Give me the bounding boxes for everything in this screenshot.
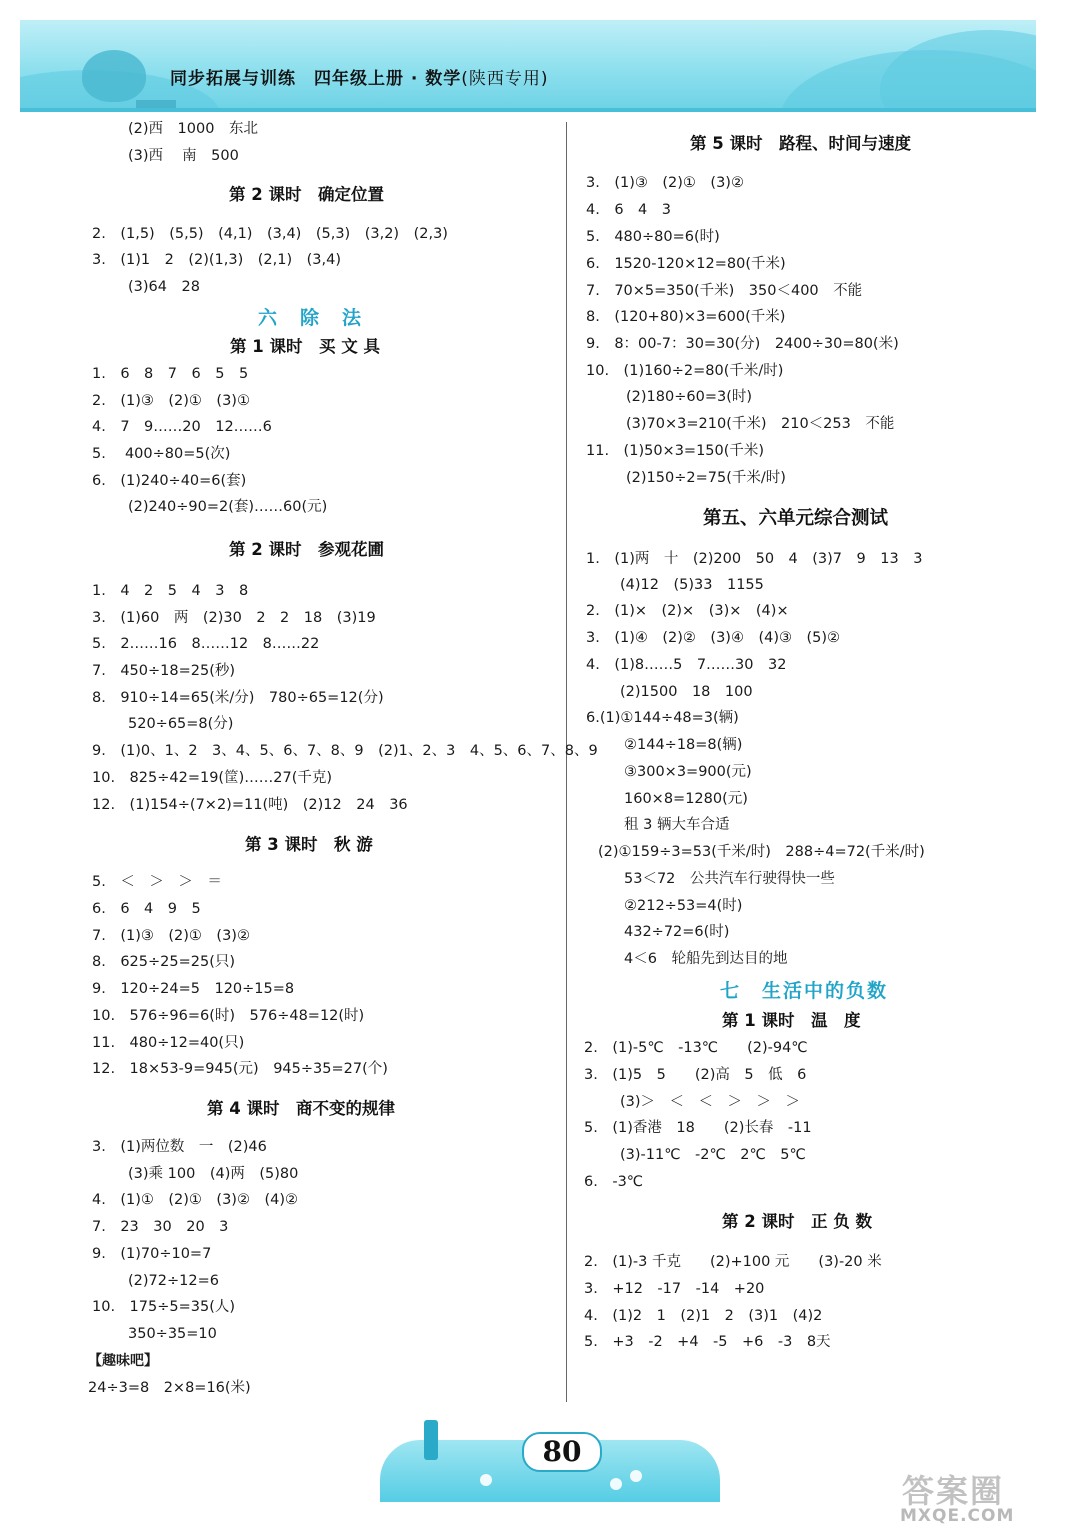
answer-line: 1. 4 2 5 4 3 8	[92, 583, 249, 599]
answer-line: 4＜6 轮船先到达目的地	[624, 951, 788, 967]
answer-line: 5. ＜ ＞ ＞ ＝	[92, 874, 222, 890]
answer-line: (3)西 南 500	[128, 148, 239, 164]
answer-line: 2. (1,5) (5,5) (4,1) (3,4) (5,3) (3,2) (2,3)	[92, 226, 448, 242]
watermark	[898, 1466, 1058, 1530]
book-title-suffix: (陕西专用)	[461, 69, 549, 89]
answer-line: (3)64 28	[128, 279, 200, 295]
answer-line: 8. (120+80)×3=600(千米)	[586, 309, 786, 325]
page-number: 80	[522, 1432, 602, 1472]
header-hill	[880, 30, 1036, 112]
answer-line: 9. 120÷24=5 120÷15=8	[92, 981, 295, 997]
column-divider	[566, 122, 567, 1402]
flower-icon	[480, 1474, 492, 1486]
answer-line: (2)1500 18 100	[620, 684, 753, 700]
watermark-url: MXQE.COM	[900, 1506, 1015, 1526]
answer-line: 2. (1)× (2)× (3)× (4)×	[586, 603, 789, 619]
answer-line: 2. (1)-3 千克 (2)+100 元 (3)-20 米	[584, 1254, 882, 1270]
lesson-heading: 第 3 课时 秋 游	[245, 835, 373, 854]
answer-line: ③300×3=900(元)	[624, 764, 752, 780]
answer-line: 10. 825÷42=19(筐)……27(千克)	[92, 770, 333, 786]
answer-line: 9. (1)70÷10=7	[92, 1246, 212, 1262]
answer-line: 2. (1)③ (2)① (3)①	[92, 393, 250, 409]
answer-line: (3)-11℃ -2℃ 2℃ 5℃	[620, 1147, 806, 1163]
answer-line: 租 3 辆大车合适	[624, 817, 730, 833]
answer-line: 160×8=1280(元)	[624, 791, 748, 807]
answer-line: 10. 576÷96=6(时) 576÷48=12(时)	[92, 1008, 365, 1024]
answer-line: 3. (1)5 5 (2)高 5 低 6	[584, 1067, 807, 1083]
answer-line: (3)70×3=210(千米) 210＜253 不能	[626, 416, 895, 432]
answer-line: 1. (1)两 十 (2)200 50 4 (3)7 9 13 3	[586, 551, 923, 567]
answer-line: 8. 625÷25=25(只)	[92, 954, 236, 970]
answer-line: 2. (1)-5℃ -13℃ (2)-94℃	[584, 1040, 808, 1056]
answer-line: 3. (1)④ (2)② (3)④ (4)③ (5)②	[586, 630, 841, 646]
lesson-heading: 第 2 课时 确定位置	[229, 185, 384, 204]
answer-line: 12. (1)154÷(7×2)=11(吨) (2)12 24 36	[92, 797, 408, 813]
answer-line: (2)240÷90=2(套)……60(元)	[128, 499, 328, 515]
lesson-heading: 第 5 课时 路程、时间与速度	[690, 134, 911, 153]
lesson-heading: 第 2 课时 正 负 数	[722, 1212, 872, 1231]
answer-line: 6.(1)①144÷48=3(辆)	[586, 710, 739, 726]
answer-line: 520÷65=8(分)	[128, 716, 234, 732]
answer-line: 7. 70×5=350(千米) 350＜400 不能	[586, 283, 863, 299]
answer-line: 4. 7 9……20 12……6	[92, 419, 272, 435]
answer-line: 350÷35=10	[128, 1326, 217, 1342]
watermark-text: 答案圈	[902, 1472, 1005, 1510]
answer-line: 3. +12 -17 -14 +20	[584, 1281, 765, 1297]
answer-line: 4. (1)2 1 (2)1 2 (3)1 (4)2	[584, 1308, 823, 1324]
answer-line: 9. (1)0、1、2 3、4、5、6、7、8、9 (2)1、2、3 4、5、6、7、8、9	[92, 743, 598, 759]
answer-line: 8. 910÷14=65(米/分) 780÷65=12(分)	[92, 690, 384, 706]
lesson-heading: 第 2 课时 参观花圃	[229, 540, 384, 559]
answer-line: ②212÷53=4(时)	[624, 898, 743, 914]
lesson-heading: 第 4 课时 商不变的规律	[207, 1099, 395, 1118]
answer-line: 5. 400÷80=5(次)	[92, 446, 231, 462]
answer-line: 5. (1)香港 18 (2)长春 -11	[584, 1120, 812, 1136]
answer-line: (2)150÷2=75(千米/时)	[626, 470, 786, 486]
answer-line: 5. +3 -2 +4 -5 +6 -3 8天	[584, 1334, 831, 1350]
answer-line: (3)＞ ＜ ＜ ＞ ＞ ＞	[620, 1094, 801, 1110]
tree-icon	[82, 50, 146, 102]
lesson-heading: 第 1 课时 买 文 具	[230, 337, 380, 356]
answer-line: (2)72÷12=6	[128, 1273, 219, 1289]
answer-line: 6. -3℃	[584, 1174, 644, 1190]
answer-line: 10. (1)160÷2=80(千米/时)	[586, 363, 784, 379]
answer-line: 4. (1)① (2)① (3)② (4)②	[92, 1192, 298, 1208]
unit-heading: 六 除 法	[258, 307, 364, 329]
answer-line: 1. 6 8 7 6 5 5	[92, 366, 249, 382]
answer-line: 5. 480÷80=6(时)	[586, 229, 720, 245]
answer-line: ②144÷18=8(辆)	[624, 737, 743, 753]
bonus-section-label: 【趣味吧】	[88, 1353, 158, 1369]
answer-line: (4)12 (5)33 1155	[620, 577, 764, 593]
book-title-main: 同步拓展与训练 四年级上册 · 数学	[170, 69, 462, 89]
answer-line: 3. (1)③ (2)① (3)②	[586, 175, 744, 191]
test-heading: 第五、六单元综合测试	[703, 508, 889, 529]
answer-line: 7. (1)③ (2)① (3)②	[92, 928, 250, 944]
answer-line: 7. 450÷18=25(秒)	[92, 663, 236, 679]
answer-line: 432÷72=6(时)	[624, 924, 730, 940]
answer-line: 24÷3=8 2×8=16(米)	[88, 1380, 251, 1396]
flower-icon	[610, 1478, 622, 1490]
answer-line: (2)西 1000 东北	[128, 121, 258, 137]
book-title	[170, 64, 549, 89]
answer-line: 12. 18×53-9=945(元) 945÷35=27(个)	[92, 1061, 388, 1077]
answer-line: 6. 6 4 9 5	[92, 901, 201, 917]
tower-icon	[424, 1420, 438, 1460]
answer-line: 3. (1)1 2 (2)(1,3) (2,1) (3,4)	[92, 252, 341, 268]
answer-line: (2)①159÷3=53(千米/时) 288÷4=72(千米/时)	[598, 844, 925, 860]
unit-heading: 七 生活中的负数	[720, 980, 889, 1002]
answer-line: 10. 175÷5=35(人)	[92, 1299, 236, 1315]
answer-line: 53＜72 公共汽车行驶得快一些	[624, 871, 835, 887]
answer-line: 6. (1)240÷40=6(套)	[92, 473, 247, 489]
answer-line: 11. (1)50×3=150(千米)	[586, 443, 765, 459]
house-icon	[136, 100, 176, 112]
answer-line: 11. 480÷12=40(只)	[92, 1035, 245, 1051]
answer-line: 4. 6 4 3	[586, 202, 672, 218]
answer-line: 3. (1)60 两 (2)30 2 2 18 (3)19	[92, 610, 376, 626]
answer-line: 6. 1520-120×12=80(千米)	[586, 256, 786, 272]
answer-line: 4. (1)8……5 7……30 32	[586, 657, 787, 673]
answer-line: 9. 8：00-7：30=30(分) 2400÷30=80(米)	[586, 336, 899, 352]
flower-icon	[630, 1470, 642, 1482]
answer-line: (3)乘 100 (4)两 (5)80	[128, 1166, 299, 1182]
answer-line: 3. (1)两位数 一 (2)46	[92, 1139, 267, 1155]
answer-line: 5. 2……16 8……12 8……22	[92, 636, 320, 652]
lesson-heading: 第 1 课时 温 度	[722, 1011, 861, 1030]
answer-line: (2)180÷60=3(时)	[626, 389, 753, 405]
answer-line: 7. 23 30 20 3	[92, 1219, 229, 1235]
